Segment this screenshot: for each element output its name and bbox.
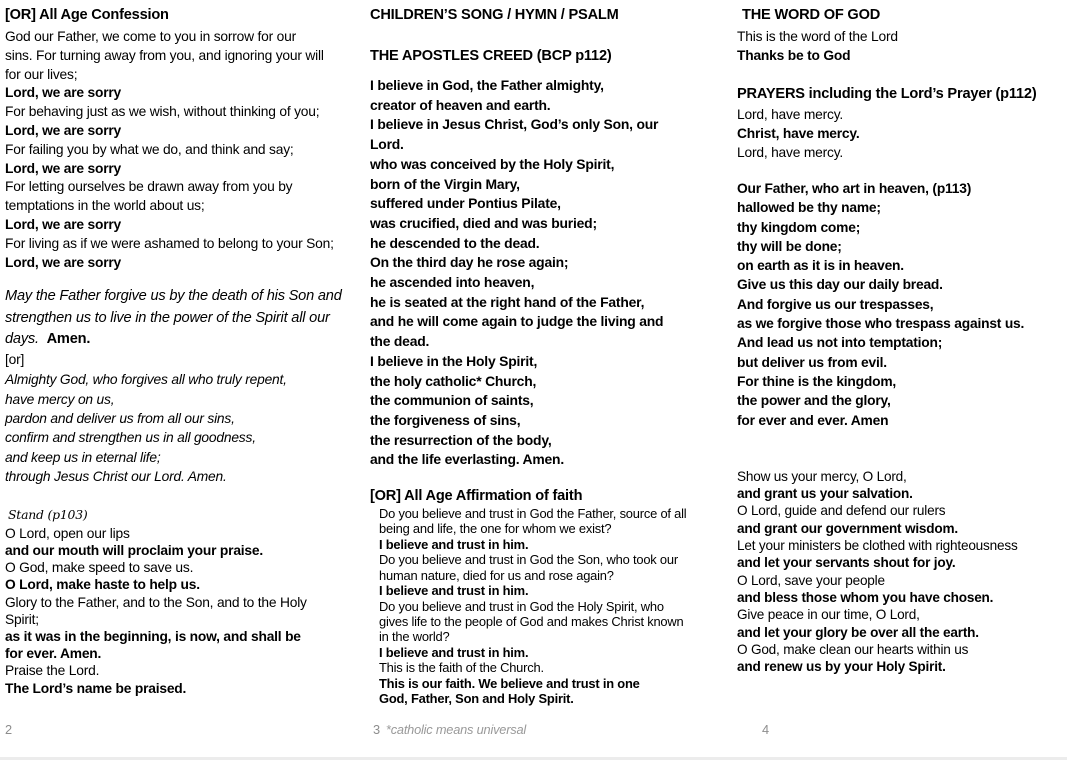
block-resp: [737, 468, 1063, 676]
text-line: the dead.: [370, 333, 430, 350]
text-line: human nature, died for us and rose again?: [379, 567, 614, 583]
text-line: I believe and trust in him.: [379, 536, 529, 552]
page-number: 2: [5, 722, 12, 737]
text-line: Do you believe and trust in God the Holy Spirit, who: [379, 598, 664, 614]
text-line: creator of heaven and earth.: [370, 96, 551, 113]
text-line: I believe in God, the Father almighty,: [370, 77, 604, 93]
page-2: [5, 6, 357, 697]
text-line: O Lord, guide and defend our rulers: [737, 503, 946, 519]
text-line: Lord, we are sorry: [5, 122, 122, 138]
text-line: Our Father, who art in heaven, (p113): [737, 181, 972, 196]
text-segment: Amen.: [46, 330, 91, 347]
text-line: I believe in Jesus Christ, God’s only Son, our: [370, 116, 659, 133]
text-line: who was conceived by the Holy Spirit,: [370, 155, 615, 172]
page-3: [370, 6, 708, 706]
block-italic-md: [5, 370, 357, 486]
block-heading: [737, 85, 1063, 104]
text-line: suffered under Pontius Pilate,: [370, 195, 561, 212]
block-plain: [5, 350, 357, 369]
text-line: Christ, have mercy.: [737, 126, 860, 141]
text-line: Lord, we are sorry: [5, 216, 122, 232]
text-line: Praise the Lord.: [5, 663, 100, 679]
text-line: Show us your mercy, O Lord,: [737, 468, 907, 484]
block-italic-lg: [5, 286, 357, 350]
text-line: and our mouth will proclaim your praise.: [5, 542, 264, 558]
text-line: Stand (p103): [8, 506, 88, 522]
text-line: This is the faith of the Church.: [379, 660, 544, 676]
text-line: Give peace in our time, O Lord,: [737, 607, 920, 623]
text-line: as we forgive those who trespass against us.: [737, 316, 1025, 332]
text-line: O Lord, open our lips: [5, 525, 130, 541]
footnote: *catholic means universal: [385, 722, 527, 737]
block-heading: [370, 6, 708, 25]
text-line: I believe and trust in him.: [379, 583, 529, 599]
page-footer: [373, 722, 526, 737]
page-number: 4: [762, 722, 769, 737]
text-line: as it was in the beginning, is now, and shall be: [5, 628, 301, 644]
text-line: This is the word of the Lord: [737, 29, 898, 44]
block-heading: [370, 487, 708, 506]
text-line: for our lives;: [5, 66, 78, 82]
text-line: On the third day he rose again;: [370, 254, 569, 271]
block-heading: [5, 6, 357, 25]
text-line: God our Father, we come to you in sorrow for our: [5, 29, 297, 44]
text-line: Let your ministers be clothed with righteousness: [737, 538, 1018, 554]
block-body: [5, 28, 357, 272]
page-4: [737, 6, 1063, 675]
page-footer: [5, 722, 12, 737]
text-line: but deliver us from evil.: [737, 354, 887, 370]
text-line: For thine is the kingdom,: [737, 373, 897, 389]
text-line: have mercy on us,: [5, 391, 115, 407]
block-creed: [370, 76, 708, 470]
text-line: the communion of saints,: [370, 392, 534, 409]
text-line: being and life, the one for whom we exist?: [379, 521, 612, 537]
text-line: THE APOSTLES CREED (BCP p112): [370, 48, 612, 64]
text-line: and the life everlasting. Amen.: [370, 451, 564, 468]
text-line: Lord, have mercy.: [737, 145, 843, 160]
text-line: the holy catholic* Church,: [370, 372, 537, 389]
text-line: for ever. Amen.: [5, 646, 102, 662]
text-line: CHILDREN’S SONG / HYMN / PSALM: [370, 7, 619, 23]
text-line: and keep us in eternal life;: [5, 449, 161, 465]
text-line: the resurrection of the body,: [370, 431, 552, 448]
text-line: he is seated at the right hand of the Father,: [370, 293, 645, 310]
text-line: and grant our government wisdom.: [737, 520, 958, 536]
block-bold: [737, 179, 1063, 430]
text-line: For behaving just as we wish, without thinking of you;: [5, 104, 320, 120]
text-segment: days.: [5, 330, 47, 347]
text-line: sins. For turning away from you, and ignoring your will: [5, 47, 324, 63]
text-line: THE WORD OF GOD: [742, 7, 881, 23]
page-footer: [762, 722, 769, 737]
page-number: 3: [373, 722, 380, 737]
block-affirm: [370, 506, 708, 706]
text-line: [5, 329, 357, 350]
text-line: O God, make clean our hearts within us: [737, 641, 969, 657]
text-line: [or]: [5, 352, 25, 368]
text-line: Thanks be to God: [737, 48, 851, 63]
text-line: for ever and ever. Amen: [737, 412, 889, 428]
text-line: For letting ourselves be drawn away from you by: [5, 179, 293, 195]
text-line: gives life to the people of God and makes Christ known: [379, 613, 684, 629]
text-line: Do you believe and trust in God the Son, who took our: [379, 552, 678, 568]
text-line: Lord, we are sorry: [5, 254, 122, 270]
block-heading: [370, 47, 708, 66]
text-line: And forgive us our trespasses,: [737, 296, 934, 312]
block-body19: [737, 105, 1063, 162]
text-line: The Lord’s name be praised.: [5, 680, 187, 696]
text-line: in the world?: [379, 629, 450, 645]
text-line: Give us this day our daily bread.: [737, 277, 943, 293]
text-line: Lord, have mercy.: [737, 107, 843, 122]
text-line: temptations in the world about us;: [5, 198, 205, 214]
text-line: the power and the glory,: [737, 393, 891, 409]
text-line: he ascended into heaven,: [370, 274, 535, 291]
text-line: he descended to the dead.: [370, 234, 540, 251]
text-line: pardon and deliver us from all our sins,: [5, 411, 235, 427]
text-line: born of the Virgin Mary,: [370, 175, 520, 192]
text-line: hallowed be thy name;: [737, 200, 881, 216]
text-line: O Lord, save your people: [737, 572, 885, 588]
block-rubric: [5, 506, 357, 523]
text-line: I believe in the Holy Spirit,: [370, 352, 538, 369]
text-line: This is our faith. We believe and trust in one: [379, 675, 640, 691]
text-line: Lord.: [370, 136, 404, 153]
block-headingi: [737, 6, 1063, 25]
text-line: [OR] All Age Confession: [5, 7, 169, 23]
text-line: Do you believe and trust in God the Father, source of all: [379, 506, 687, 522]
text-line: and let your glory be over all the earth.: [737, 624, 979, 640]
text-line: thy will be done;: [737, 238, 842, 254]
text-line: and let your servants shout for joy.: [737, 555, 956, 571]
text-line: PRAYERS including the Lord’s Prayer (p112): [737, 86, 1037, 102]
text-line: And lead us not into temptation;: [737, 335, 943, 351]
text-line: and bless those whom you have chosen.: [737, 589, 994, 605]
text-line: and grant us your salvation.: [737, 486, 913, 502]
text-line: O Lord, make haste to help us.: [5, 577, 200, 593]
text-line: I believe and trust in him.: [379, 644, 529, 660]
text-line: the forgiveness of sins,: [370, 411, 521, 428]
text-line: and renew us by your Holy Spirit.: [737, 659, 946, 675]
text-line: Almighty God, who forgives all who truly repent,: [5, 372, 287, 388]
text-line: May the Father forgive us by the death of his Son and: [5, 288, 342, 305]
text-line: on earth as it is in heaven.: [737, 258, 904, 274]
text-line: confirm and strengthen us in all goodness,: [5, 430, 256, 446]
text-line: Glory to the Father, and to the Son, and to the Holy: [5, 594, 307, 610]
text-line: Lord, we are sorry: [5, 85, 122, 101]
text-line: For failing you by what we do, and think and say;: [5, 141, 294, 157]
block-versicles: [5, 525, 357, 697]
text-line: and he will come again to judge the living and: [370, 313, 664, 330]
text-line: [OR] All Age Affirmation of faith: [370, 488, 583, 505]
text-line: Lord, we are sorry: [5, 160, 122, 176]
text-line: For living as if we were ashamed to belong to your Son;: [5, 235, 334, 251]
text-line: was crucified, died and was buried;: [370, 214, 597, 231]
text-line: thy kingdom come;: [737, 219, 861, 235]
text-line: O God, make speed to save us.: [5, 560, 194, 576]
text-line: God, Father, Son and Holy Spirit.: [379, 690, 574, 706]
text-line: strengthen us to live in the power of the Spirit all our: [5, 309, 330, 326]
text-line: Spirit;: [5, 611, 39, 627]
block-body19: [737, 27, 1063, 65]
text-line: through Jesus Christ our Lord. Amen.: [5, 469, 227, 485]
